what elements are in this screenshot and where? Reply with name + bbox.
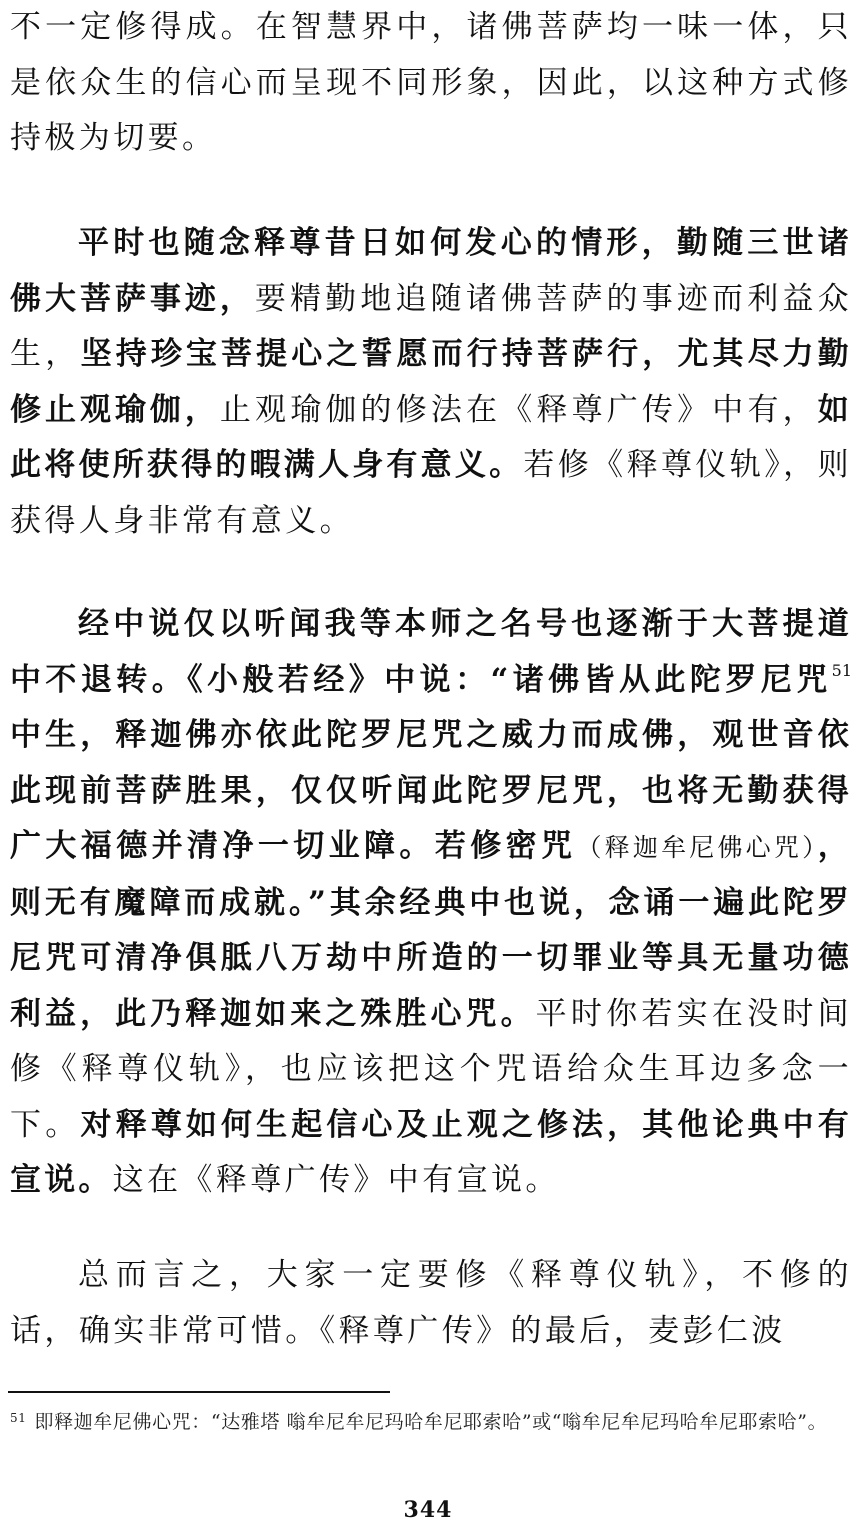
bold-segment: 平时也随念释尊昔日如何发心的情形，勤随三世诸佛大菩萨事迹， xyxy=(10,225,852,317)
bold-segment: 中生，释迦佛亦依此陀罗尼咒之威力而成佛，观世音依此现前菩萨胜果，仅仅听闻此陀罗尼咒，也将无勤获得广大福德并清净一切业障。若修密咒 xyxy=(10,717,852,864)
footnote-number: 51 xyxy=(10,1411,27,1425)
paragraph-1 xyxy=(10,0,852,167)
regular-segment: 要精勤地追随诸佛菩萨的事迹而利益众生， xyxy=(10,280,852,372)
paragraph-4-text: 总而言之，大家一定要修《释尊仪轨》，不修的话，确实非常可惜。《释尊广传》的最后，麦彭仁波 xyxy=(10,1257,852,1349)
bold-segment: ，则无有魔障而成就。”其余经典中也说，念诵一遍此陀罗尼咒可清净俱胝八万劫中所造的一切罪业等具无量功德利益，此乃释迦如来之殊胜心咒。 xyxy=(10,828,852,1032)
regular-segment: 止观瑜伽的修法在《释尊广传》中有， xyxy=(219,391,818,428)
bold-segment: 经中说仅以听闻我等本师之名号也逐渐于大菩提道中不退转。《小般若经》中说：“诸佛皆从此陀罗尼咒 xyxy=(10,606,852,698)
bold-segment: 如此将使所获得的暇满人身有意义。 xyxy=(10,391,852,483)
footnote-reference[interactable]: 51 xyxy=(831,660,852,680)
paragraph-2 xyxy=(10,216,852,549)
small-note-segment: （释迦牟尼佛心咒） xyxy=(576,833,818,862)
page-number: 344 xyxy=(403,1497,453,1523)
paragraph-3 xyxy=(10,597,852,1209)
paragraph-4 xyxy=(10,1248,852,1359)
paragraph-1-text: 不一定修得成。在智慧界中，诸佛菩萨均一味一体，只是依众生的信心而呈现不同形象，因此，以这种方式修持极为切要。 xyxy=(10,9,852,156)
bold-segment: 对释尊如何生起信心及止观之修法，其他论典中有宣说。 xyxy=(10,1106,852,1198)
bold-segment: 坚持珍宝菩提心之誓愿而行持菩萨行，尤其尽力勤修止观瑜伽， xyxy=(10,336,852,428)
footnote-divider xyxy=(8,1391,390,1393)
regular-segment: 平时你若实在没时间修《释尊仪轨》，也应该把这个咒语给众生耳边多念一下。 xyxy=(10,995,852,1143)
footnote-text: 即释迦牟尼佛心咒：“达雅塔 嗡牟尼牟尼玛哈牟尼耶索哈”或“嗡牟尼牟尼玛哈牟尼耶索哈”。 xyxy=(34,1411,828,1433)
footnote xyxy=(10,1408,850,1436)
regular-segment: 若修《释尊仪轨》，则获得人身非常有意义。 xyxy=(10,447,852,539)
regular-segment: 这在《释尊广传》中有宣说。 xyxy=(112,1162,560,1198)
